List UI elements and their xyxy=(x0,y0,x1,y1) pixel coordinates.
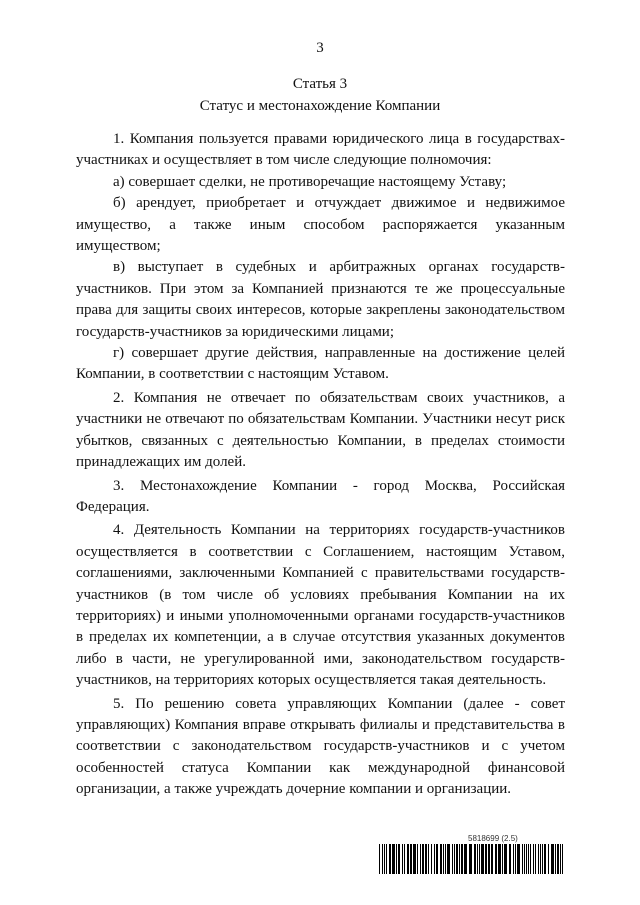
paragraph-4: 4. Деятельность Компании на территориях государств-участников осуществляется в соответствии с Соглашением, настоящим Уставом, соглашениями, заключенными Компанией с правительствами государств-участников (в том числе об условиях пребывания Компании на их территориях) и иными уполномоченными органами государств-участников в пределах их компетенции, а в случае отсутствия указанных документов либо в части, не урегулированной ими, законодательством государств-участников, на территориях которых осуществляется такая деятельность. xyxy=(76,522,565,689)
barcode xyxy=(379,844,565,874)
article-title: Статус и местонахождение Компании xyxy=(199,98,441,114)
document-code: 5818699 (2.5) xyxy=(468,834,518,843)
article-body xyxy=(76,127,565,801)
list-item-v: в) выступает в судебных и арбитражных органах государств-участников. При этом за Компанией признаются те же процессуальные права для защиты своих интересов, которые закреплены законодательством государств-участников за юридическими лицами; xyxy=(76,259,565,340)
list-item-a: а) совершает сделки, не противоречащие настоящему Уставу; xyxy=(113,173,507,190)
list-item-b: б) арендует, приобретает и отчуждает движимое и недвижимое имущество, а также иным способом распоряжается указанным имуществом; xyxy=(76,195,565,255)
list-item-g: г) совершает другие действия, направленные на достижение целей Компании, в соответствии с настоящим Уставом. xyxy=(76,345,565,383)
paragraph-2: 2. Компания не отвечает по обязательствам своих участников, а участники не отвечают по обязательствам Компании. Участники несут риск убытков, связанных с деятельностью Компании, в пределах стоимости принадлежащих им долей. xyxy=(76,389,565,471)
paragraph-3: 3. Местонахождение Компании - город Москва, Российская Федерация. xyxy=(76,477,565,515)
article-heading xyxy=(0,73,640,117)
page-number: 3 xyxy=(316,40,324,56)
paragraph-5: 5. По решению совета управляющих Компании (далее - совет управляющих) Компания вправе открывать филиалы и представительства в соответствии с законодательством государств-участников и с учетом особенностей статуса Компании как международной финансовой организации, а также учреждать дочерние компании и организации. xyxy=(76,695,565,798)
article-number: Статья 3 xyxy=(292,76,348,92)
paragraph-1: 1. Компания пользуется правами юридического лица в государствах-участниках и осуществляет в том числе следующие полномочия: xyxy=(76,131,565,169)
